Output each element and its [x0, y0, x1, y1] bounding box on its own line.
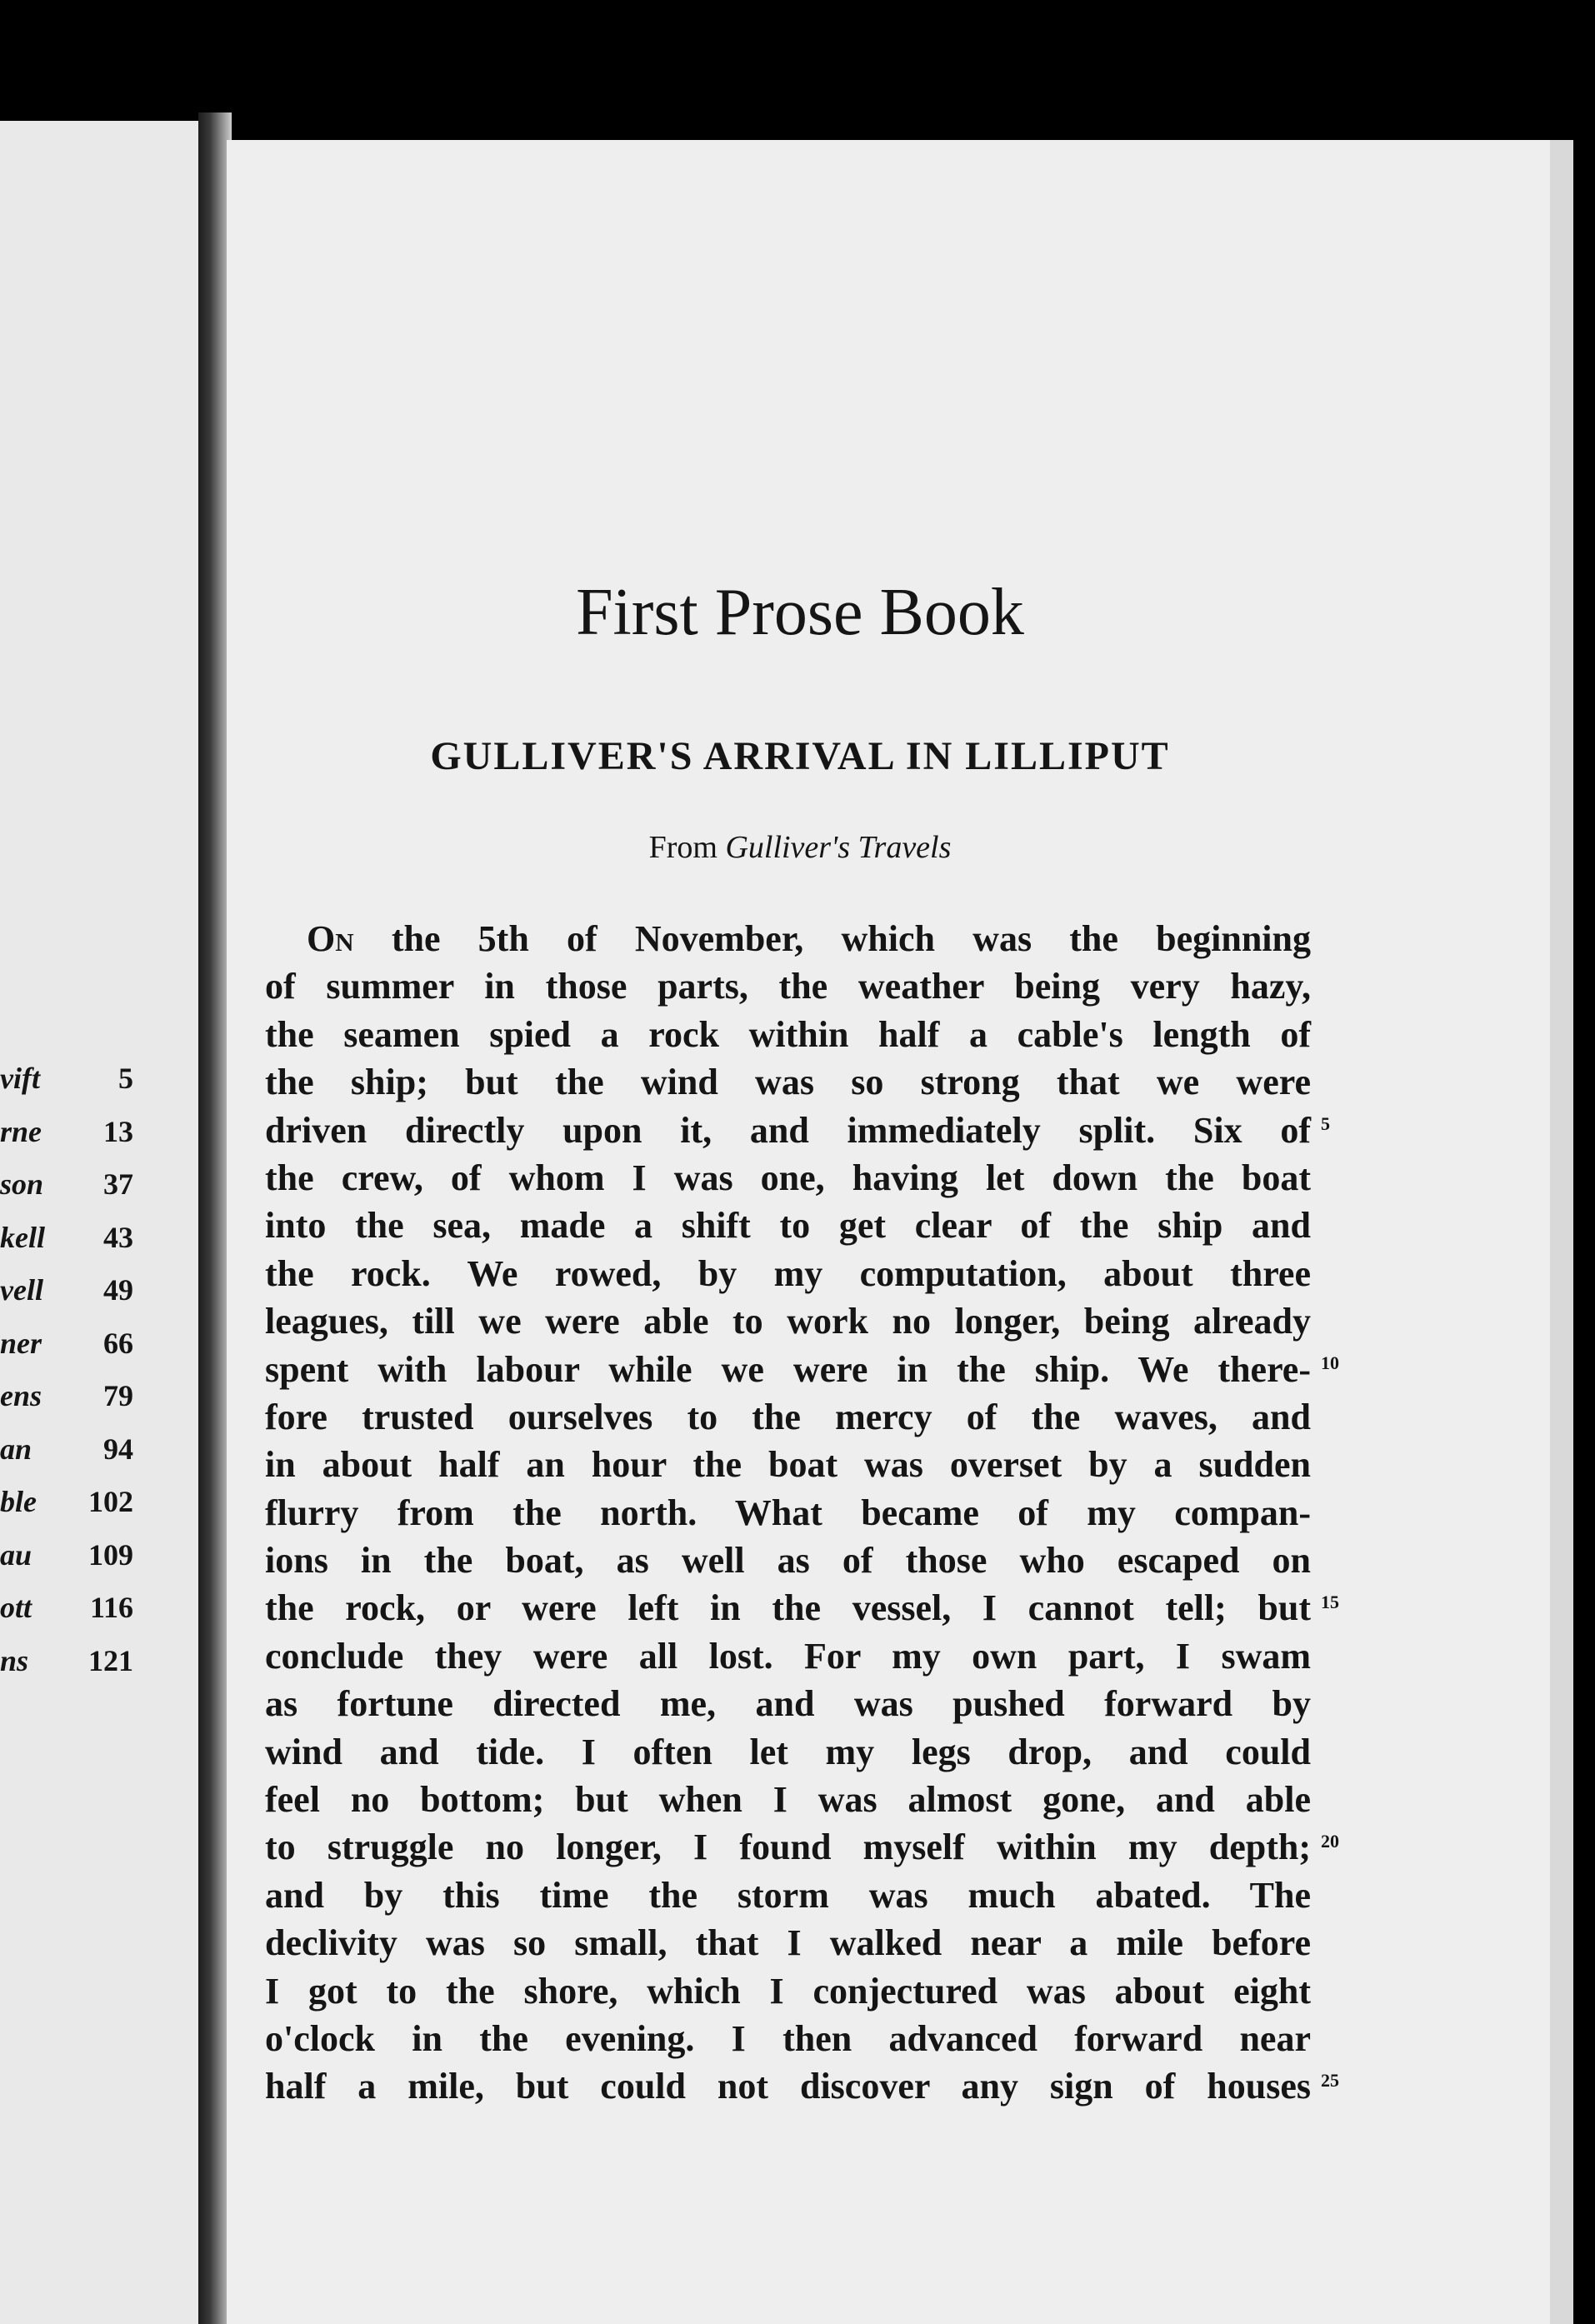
toc-entry-author: an	[0, 1432, 32, 1466]
source-prefix: From	[648, 830, 718, 865]
margin-line-number: 25	[1321, 2069, 1339, 2091]
source-work: Gulliver's Travels	[725, 830, 952, 865]
toc-entry-author: ns	[0, 1643, 29, 1677]
toc-entry	[0, 1643, 133, 1697]
chapter-title: GULLIVER'S ARRIVAL IN LILLIPUT	[430, 734, 1170, 778]
toc-entry	[0, 1220, 133, 1273]
text-line: declivity was so small, that I walked near a mile before	[265, 1922, 1311, 1964]
toc-entry	[0, 1590, 133, 1643]
text-line: wind and tide. I often let my legs drop, and could	[265, 1731, 1311, 1772]
toc-entry-page: 109	[88, 1537, 133, 1572]
toc-entry	[0, 1167, 133, 1220]
toc-entry-author: son	[0, 1167, 44, 1201]
toc-entry	[0, 1272, 133, 1326]
toc-entry-author: ens	[0, 1379, 42, 1412]
toc-entry-page: 5	[118, 1062, 133, 1095]
text-line: the rock, or were left in the vessel, I cannot tell; but	[265, 1587, 1311, 1629]
text-line: to struggle no longer, I found myself within my depth;	[265, 1827, 1311, 1868]
text-line: as fortune directed me, and was pushed forward by	[265, 1683, 1311, 1725]
toc-entry	[0, 1484, 133, 1537]
toc-entry-page: 13	[103, 1114, 133, 1148]
toc-entry-author: kell	[0, 1220, 45, 1254]
source-line	[467, 829, 1133, 866]
toc-entry	[0, 1061, 133, 1114]
toc-entry-page: 49	[103, 1273, 133, 1307]
toc-entry-page: 116	[89, 1591, 133, 1624]
text-line: ions in the boat, as well as of those who escaped on	[265, 1540, 1311, 1582]
toc-entry-page: 102	[88, 1485, 133, 1518]
toc-entry-author: vift	[0, 1062, 40, 1095]
toc-entry-author: vell	[0, 1273, 43, 1307]
text-line: the ship; but the wind was so strong that we were	[265, 1062, 1311, 1103]
margin-line-number: 5	[1321, 1112, 1330, 1134]
toc-entry-page: 66	[103, 1326, 133, 1360]
toc-entry-author: ble	[0, 1485, 37, 1518]
toc-entry	[0, 1378, 133, 1432]
margin-line-number: 15	[1321, 1591, 1339, 1612]
left-page	[0, 121, 198, 2324]
text-line: fore trusted ourselves to the mercy of the waves, and	[265, 1396, 1311, 1437]
toc-entry	[0, 1326, 133, 1379]
margin-line-number: 20	[1321, 1830, 1339, 1852]
text-line: I got to the shore, which I conjectured was about eight	[265, 1970, 1311, 2012]
toc-entry-page: 43	[103, 1220, 133, 1254]
text-line: half a mile, but could not discover any sign of houses	[265, 2066, 1311, 2107]
toc-entry-author: ott	[0, 1591, 32, 1624]
text-line: in about half an hour the boat was overset by a sudden	[265, 1444, 1311, 1486]
toc-entry	[0, 1537, 133, 1591]
text-line: leagues, till we were able to work no longer, being already	[265, 1301, 1311, 1342]
text-line: feel no bottom; but when I was almost gone, and able	[265, 1779, 1311, 1821]
toc-entry-author: au	[0, 1537, 32, 1572]
text-line: and by this time the storm was much abated. The	[265, 1874, 1311, 1916]
body-text	[265, 915, 1311, 2111]
opening-word: On	[307, 918, 354, 959]
table-of-contents-fragment	[0, 1061, 133, 1696]
toc-entry-author: rne	[0, 1114, 42, 1148]
text-line: the rock. We rowed, by my computation, about three	[265, 1252, 1311, 1294]
text-line: of summer in those parts, the weather being very hazy,	[265, 966, 1311, 1007]
toc-entry-author: ner	[0, 1326, 42, 1360]
text-line: o'clock in the evening. I then advanced forward near	[265, 2017, 1311, 2059]
text-line: driven directly upon it, and immediately split. Six of	[265, 1109, 1311, 1151]
toc-entry-page: 37	[103, 1167, 133, 1201]
text-line: On the 5th of November, which was the beginning	[307, 918, 1311, 959]
toc-entry	[0, 1114, 133, 1167]
text-line: the crew, of whom I was one, having let down the boat	[265, 1157, 1311, 1198]
toc-entry-page: 94	[103, 1432, 133, 1466]
text-line: the seamen spied a rock within half a cable's length of	[265, 1013, 1311, 1055]
toc-entry	[0, 1432, 133, 1485]
text-line: spent with labour while we were in the ship. We there-	[265, 1348, 1311, 1390]
page-title: First Prose Book	[576, 576, 1024, 649]
toc-entry-page: 121	[88, 1643, 133, 1677]
text-line: flurry from the north. What became of my compan-	[265, 1492, 1311, 1533]
toc-entry-page: 79	[103, 1379, 133, 1412]
margin-line-number: 10	[1321, 1352, 1339, 1373]
page-edge	[1550, 140, 1573, 2324]
text-line: conclude they were all lost. For my own part, I swam	[265, 1635, 1311, 1677]
text-line: into the sea, made a shift to get clear of the ship and	[265, 1205, 1311, 1247]
